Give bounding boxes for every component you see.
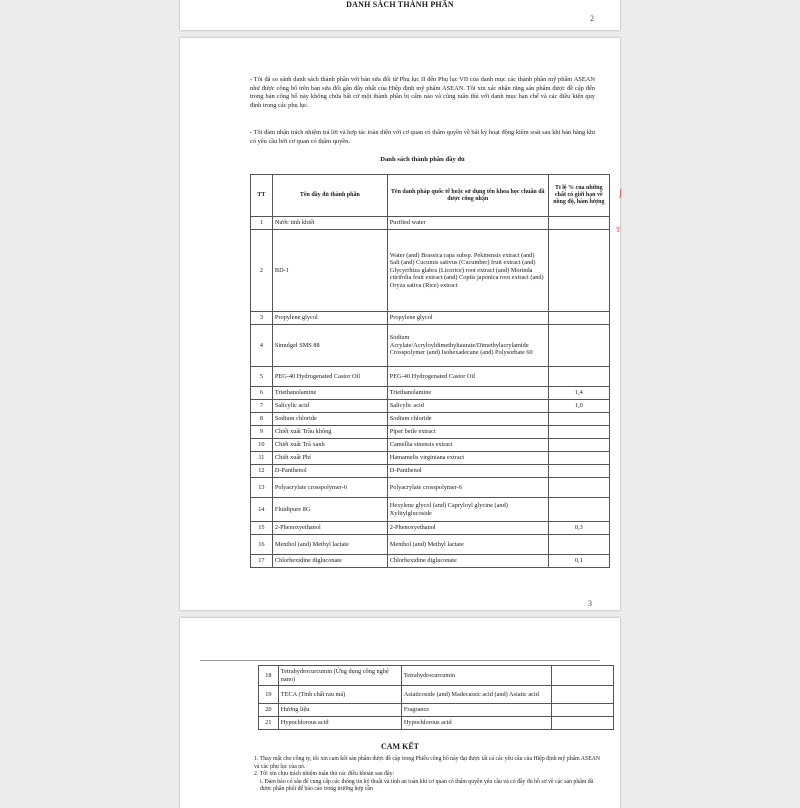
commitment-line: i. Đảm bảo có sẵn để cung cấp các thông tin kỹ thuật và tính an toàn khi cơ quan có thẩm quyền yêu cầu và có đầy đủ hồ sơ về các sản phẩm đã được phân phối để báo cáo trong trường hợp cần [260, 778, 594, 793]
cell-inci: 2-Phenoxyethanol [387, 522, 548, 535]
cell-ratio [548, 478, 609, 498]
cell-full-name: BD-1 [272, 230, 387, 312]
cell-tt: 15 [251, 522, 273, 535]
cell-ratio: 1,4 [548, 387, 609, 400]
cell-inci: Polyacrylate crosspolymer-6 [387, 478, 548, 498]
table-row [251, 498, 610, 522]
table-row [259, 717, 614, 730]
table-row [251, 400, 610, 413]
cell-tt: 21 [259, 717, 279, 730]
cell-inci: Hamamelis virginiana extract [387, 452, 548, 465]
cell-tt: 2 [251, 230, 273, 312]
cell-tt: 6 [251, 387, 273, 400]
table-header-row [251, 175, 610, 217]
table-row [251, 478, 610, 498]
cell-full-name: Tetrahydrocurcumin (Ứng dụng công nghệ nano) [278, 666, 401, 686]
table-row [251, 555, 610, 568]
cell-tt: 19 [259, 686, 279, 704]
header-inci: Tên danh pháp quốc tế hoặc sử dụng tên khoa học chuẩn đã được công nhận [387, 175, 548, 217]
cell-tt: 9 [251, 426, 273, 439]
cell-inci: Asiaticoside (and) Madecassic acid (and) Asiatic acid [401, 686, 552, 704]
table-row [251, 426, 610, 439]
cell-tt: 8 [251, 413, 273, 426]
cell-full-name: Chiết xuất Trầu không [272, 426, 387, 439]
table-row [251, 217, 610, 230]
ingredients-table-continued [258, 665, 614, 730]
cell-inci: Piper betle extract [387, 426, 548, 439]
header-full-name: Tên đầy đủ thành phần [272, 175, 387, 217]
cell-full-name: D-Panthenol [272, 465, 387, 478]
cell-tt: 4 [251, 325, 273, 367]
cell-tt: 18 [259, 666, 279, 686]
cell-inci: Chlorhexidine digluconate [387, 555, 548, 568]
cell-ratio [548, 367, 609, 387]
cell-inci: Fragrance [401, 704, 552, 717]
header-tt: TT [251, 175, 273, 217]
cell-full-name: TECA (Tinh chất rau má) [278, 686, 401, 704]
cell-ratio [548, 452, 609, 465]
cell-full-name: Chiết xuất Phỉ [272, 452, 387, 465]
cell-tt: 5 [251, 367, 273, 387]
divider-line [200, 660, 600, 661]
cell-full-name: Hypochlorous acid [278, 717, 401, 730]
red-stamp-mark: ʃ [619, 188, 622, 198]
intro-paragraph-1: - Tôi đã so sánh danh sách thành phần với bản sửa đổi từ Phụ lục II đến Phụ lục VII của danh mục các thành phần mỹ phẩm ASEAN như được công bố trên bản sửa đổi gần đây nhất của Hiệp định mỹ phẩm ASEAN. Tôi xin xác nhận rằng sản phẩm được đề cập đến trong bản công bố này không chứa bất cứ một thành phần bị cấm nào và cũng tuân thủ với danh mục hạn chế và các điều kiện quy định trong các phụ lục. [250, 76, 595, 109]
cell-ratio [548, 498, 609, 522]
cell-tt: 17 [251, 555, 273, 568]
cell-inci: Triethanolamine [387, 387, 548, 400]
cell-full-name: 2-Phenoxyethanol [272, 522, 387, 535]
cell-ratio [548, 426, 609, 439]
cell-inci: Sodium chloride [387, 413, 548, 426]
red-stamp-mark: т [616, 224, 620, 234]
cell-ratio [548, 413, 609, 426]
cell-tt: 7 [251, 400, 273, 413]
ingredients-table [250, 174, 610, 568]
commitment-line: 1. Thay mặt cho công ty, tôi xin cam kết sản phẩm được đề cập trong Phiếu công bố này đạt được tất cả các yêu cầu của Hiệp định mỹ phẩm ASEAN và các phụ lục của nó. [254, 756, 601, 770]
cell-ratio [548, 230, 609, 312]
cell-tt: 14 [251, 498, 273, 522]
cell-inci: Sodium Acrylate/Acryloyldimethyltaurate/Dimethylacrylamide Crosspolymer (and) Isohexadecane (and) Polysorbate 60 [387, 325, 548, 367]
cell-inci: Camellia sinensis extract [387, 439, 548, 452]
cell-ratio [552, 717, 614, 730]
cell-ratio [548, 325, 609, 367]
cell-tt: 11 [251, 452, 273, 465]
cell-full-name: Menthol (and) Methyl lactate [272, 535, 387, 555]
table-row [251, 522, 610, 535]
table-row [259, 686, 614, 704]
cell-ratio [548, 439, 609, 452]
cell-full-name: Simulgel SMS 88 [272, 325, 387, 367]
cell-tt: 20 [259, 704, 279, 717]
cell-full-name: Polyacrylate crosspolymer-6 [272, 478, 387, 498]
cell-tt: 12 [251, 465, 273, 478]
commitment-title: CAM KẾT [381, 742, 419, 751]
cell-inci: Purified water [387, 217, 548, 230]
bottom-page [180, 618, 620, 808]
cell-ratio [548, 465, 609, 478]
cell-inci: Propylene glycol [387, 312, 548, 325]
cell-full-name: Salicylic acid [272, 400, 387, 413]
cell-inci: Hexylene glycol (and) Capryloyl glycine (and) Xylitylglucoside [387, 498, 548, 522]
cell-inci: Water (and) Brassica rapa subsp. Pekinensis extract (and) Salt (and) Cucumis sativus (Cucumber) fruit extract (and) Glycyrrhiza glabra (Licorice) root extract (and) Morinda citrifolia fruit extract (and) Coptis japonica root extract (and) Oryza sativa (Rice) extract [387, 230, 548, 312]
cell-ratio [548, 217, 609, 230]
main-page-number: 3 [588, 599, 592, 608]
cell-full-name: Fluidipure 8G [272, 498, 387, 522]
cell-full-name: Chiết xuất Trà xanh [272, 439, 387, 452]
cell-tt: 3 [251, 312, 273, 325]
cell-ratio [552, 686, 614, 704]
cell-inci: PEG-40 Hydrogenated Castor Oil [387, 367, 548, 387]
table-row [251, 312, 610, 325]
cell-full-name: Hương liệu [278, 704, 401, 717]
top-page-fragment [180, 0, 620, 30]
table-row [251, 230, 610, 312]
table-row [259, 666, 614, 686]
top-page-title: DANH SÁCH THÀNH PHẦN [346, 0, 454, 9]
table-row [251, 439, 610, 452]
table-row [251, 413, 610, 426]
cell-full-name: PEG-40 Hydrogenated Castor Oil [272, 367, 387, 387]
table-row [251, 535, 610, 555]
cell-ratio: 0,3 [548, 522, 609, 535]
cell-tt: 1 [251, 217, 273, 230]
cell-inci: Menthol (and) Methyl lactate [387, 535, 548, 555]
cell-full-name: Sodium chloride [272, 413, 387, 426]
cell-inci: D-Panthenol [387, 465, 548, 478]
header-ratio: Tỉ lệ % của những chất có giới hạn về nồng độ, hàm lượng [548, 175, 609, 217]
cell-ratio [548, 312, 609, 325]
table-row [251, 387, 610, 400]
cell-tt: 16 [251, 535, 273, 555]
cell-tt: 10 [251, 439, 273, 452]
commitment-line: 2. Tôi xin chịu trách nhiệm tuân thủ các điều khoản sau đây: [254, 771, 395, 778]
top-page-number: 2 [590, 14, 594, 23]
table-row [251, 325, 610, 367]
cell-ratio: 1,0 [548, 400, 609, 413]
table-row [259, 704, 614, 717]
table-row [251, 465, 610, 478]
main-page [180, 38, 620, 610]
intro-paragraph-2: - Tôi đảm nhận trách nhiệm trả lời và hợp tác toàn diện với cơ quan có thẩm quyền về bất kỳ hoạt động kiểm soát sau khi bán hàng khi có yêu cầu bởi cơ quan có thẩm quyền. [250, 129, 595, 145]
cell-ratio [552, 704, 614, 717]
cell-full-name: Propylene glycol [272, 312, 387, 325]
cell-full-name: Triethanolamine [272, 387, 387, 400]
cell-full-name: Chlorhexidine digluconate [272, 555, 387, 568]
cell-inci: Salicylic acid [387, 400, 548, 413]
table-title: Danh sách thành phần đầy đủ [380, 156, 465, 163]
cell-ratio [548, 535, 609, 555]
commitment-text [254, 756, 604, 794]
cell-inci: Tetrahydrocurcumin [401, 666, 552, 686]
table-body [251, 217, 610, 568]
cell-ratio: 0,1 [548, 555, 609, 568]
table-row [251, 452, 610, 465]
cell-ratio [552, 666, 614, 686]
table-row [251, 367, 610, 387]
cell-full-name: Nước tinh khiết [272, 217, 387, 230]
table-body-continued [259, 666, 614, 730]
cell-inci: Hypochlorous acid [401, 717, 552, 730]
cell-tt: 13 [251, 478, 273, 498]
